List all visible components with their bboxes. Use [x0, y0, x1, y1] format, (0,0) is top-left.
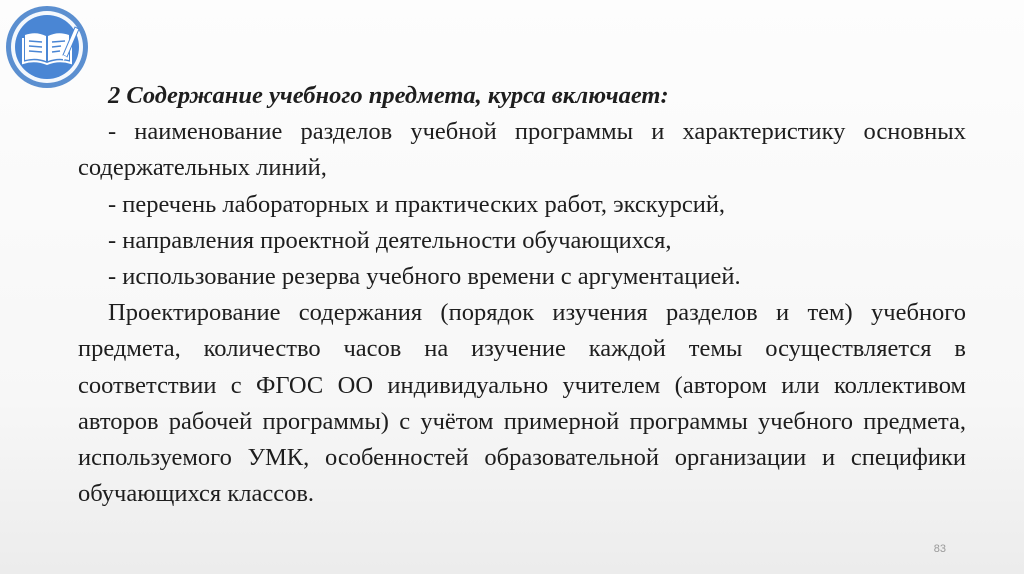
slide-content: [78, 78, 966, 512]
book-logo-icon: [5, 5, 89, 89]
list-item: - использование резерва учебного времени с аргументацией.: [108, 263, 741, 291]
list-item: - перечень лабораторных и практических работ, экскурсий,: [108, 190, 726, 218]
list-item: - наименование разделов учебной программы и характеристику основных содержательных линий,: [78, 118, 966, 182]
open-book-with-pen-icon: [5, 5, 89, 89]
section-heading: 2 Содержание учебного предмета, курса включает:: [108, 82, 669, 109]
body-paragraph: Проектирование содержания (порядок изучения разделов и тем) учебного предмета, количество часов на изучение каждой темы осуществляется в соответствии с ФГОС ОО индивидуально учителем (автором или коллективом авторов рабочей программы) с учётом примерной программы учебного предмета, используемого УМК, особенностей образовательной организации и специфики обучающихся классов.: [78, 299, 966, 508]
list-item: - направления проектной деятельности обучающихся,: [108, 226, 672, 254]
page-number: 83: [933, 543, 946, 555]
